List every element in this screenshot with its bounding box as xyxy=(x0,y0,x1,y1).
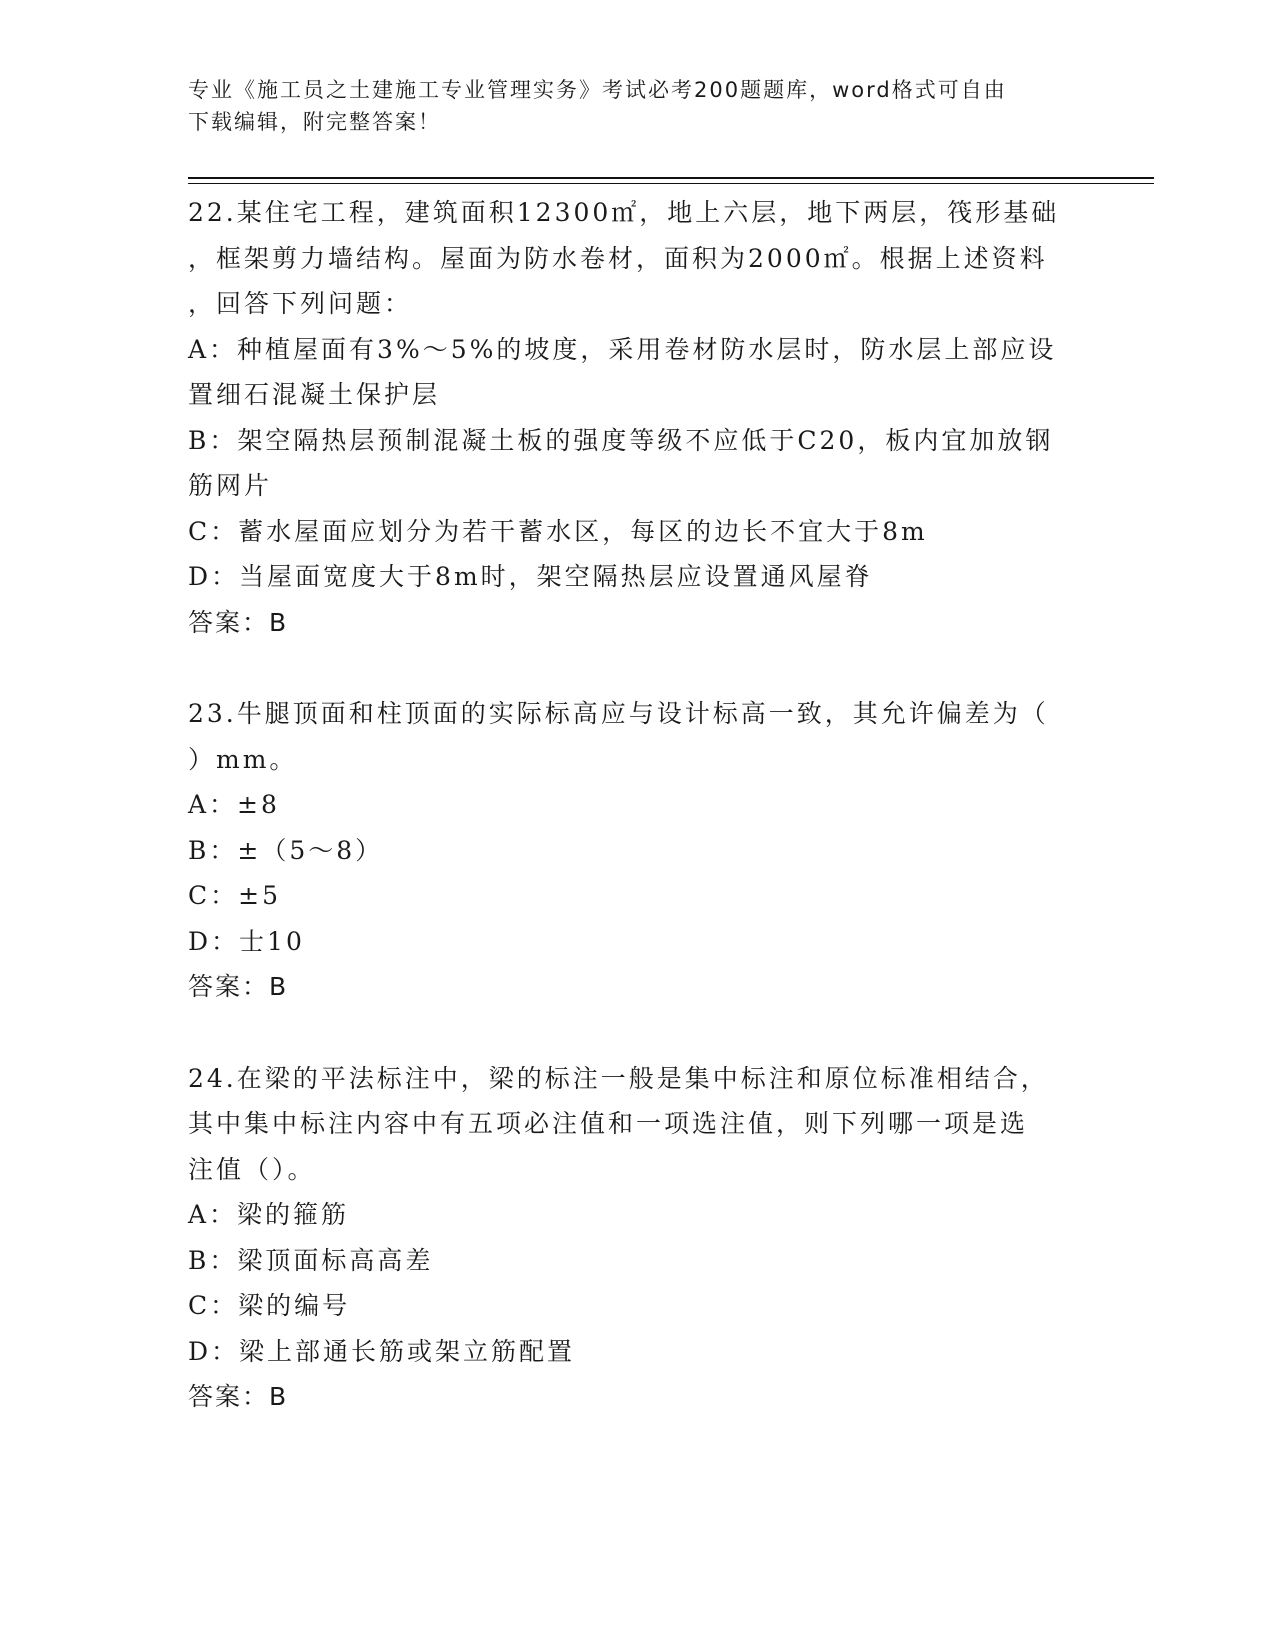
option-b: B：±（5～8） xyxy=(188,835,384,865)
option-a: A：±8 xyxy=(188,790,280,819)
option-c: C：梁的编号 xyxy=(188,1291,351,1320)
question-stem-line: ，框架剪力墙结构。屋面为防水卷材，面积为2000㎡。根据上述资料 xyxy=(188,243,1048,273)
option-a: A：种植屋面有3%～5%的坡度，采用卷材防水层时，防水层上部应设 xyxy=(188,334,1057,364)
option-c: C：蓄水屋面应划分为若干蓄水区，每区的边长不宜大于8m xyxy=(188,516,928,546)
question-stem-line: ）mm。 xyxy=(188,744,298,774)
question-22 xyxy=(188,190,1088,645)
option-d: D：当屋面宽度大于8m时，架空隔热层应设置通风屋脊 xyxy=(188,562,873,591)
option-c: C：±5 xyxy=(188,881,281,910)
option-b: B：梁顶面标高高差 xyxy=(188,1245,434,1275)
question-stem-line: 24.在梁的平法标注中，梁的标注一般是集中标注和原位标准相结合， xyxy=(188,1063,1049,1093)
document-header xyxy=(188,74,1068,138)
option-d: D：梁上部通长筋或架立筋配置 xyxy=(188,1336,576,1366)
question-23 xyxy=(188,691,1088,1010)
question-stem-line: 22.某住宅工程，建筑面积12300㎡，地上六层，地下两层，筏形基础 xyxy=(188,198,1060,227)
header-divider-thick xyxy=(188,177,1154,179)
question-24 xyxy=(188,1056,1088,1420)
header-title-line-1: 专业《施工员之土建施工专业管理实务》考试必考200题题库，word格式可自由 xyxy=(188,78,1007,102)
question-list xyxy=(188,190,1088,1466)
option-b: B：架空隔热层预制混凝土板的强度等级不应低于C20，板内宜加放钢 xyxy=(188,425,1054,455)
option-b-continued: 筋网片 xyxy=(188,471,273,500)
question-stem-line: ，回答下列问题： xyxy=(188,289,413,318)
option-a-continued: 置细石混凝土保护层 xyxy=(188,380,441,409)
answer-label: 答案：B xyxy=(188,972,289,1001)
question-stem-line: 其中集中标注内容中有五项必注值和一项选注值，则下列哪一项是选 xyxy=(188,1109,1029,1138)
answer-label: 答案：B xyxy=(188,607,289,637)
question-stem-line: 注值（）。 xyxy=(188,1154,316,1184)
answer-label: 答案：B xyxy=(188,1382,289,1411)
option-d: D：士10 xyxy=(188,926,305,956)
option-a: A：梁的箍筋 xyxy=(188,1200,350,1229)
header-divider-thin xyxy=(188,183,1154,184)
question-stem-line: 23.牛腿顶面和柱顶面的实际标高应与设计标高一致，其允许偏差为（ xyxy=(188,699,1049,728)
header-title-line-2: 下载编辑，附完整答案！ xyxy=(188,110,441,134)
